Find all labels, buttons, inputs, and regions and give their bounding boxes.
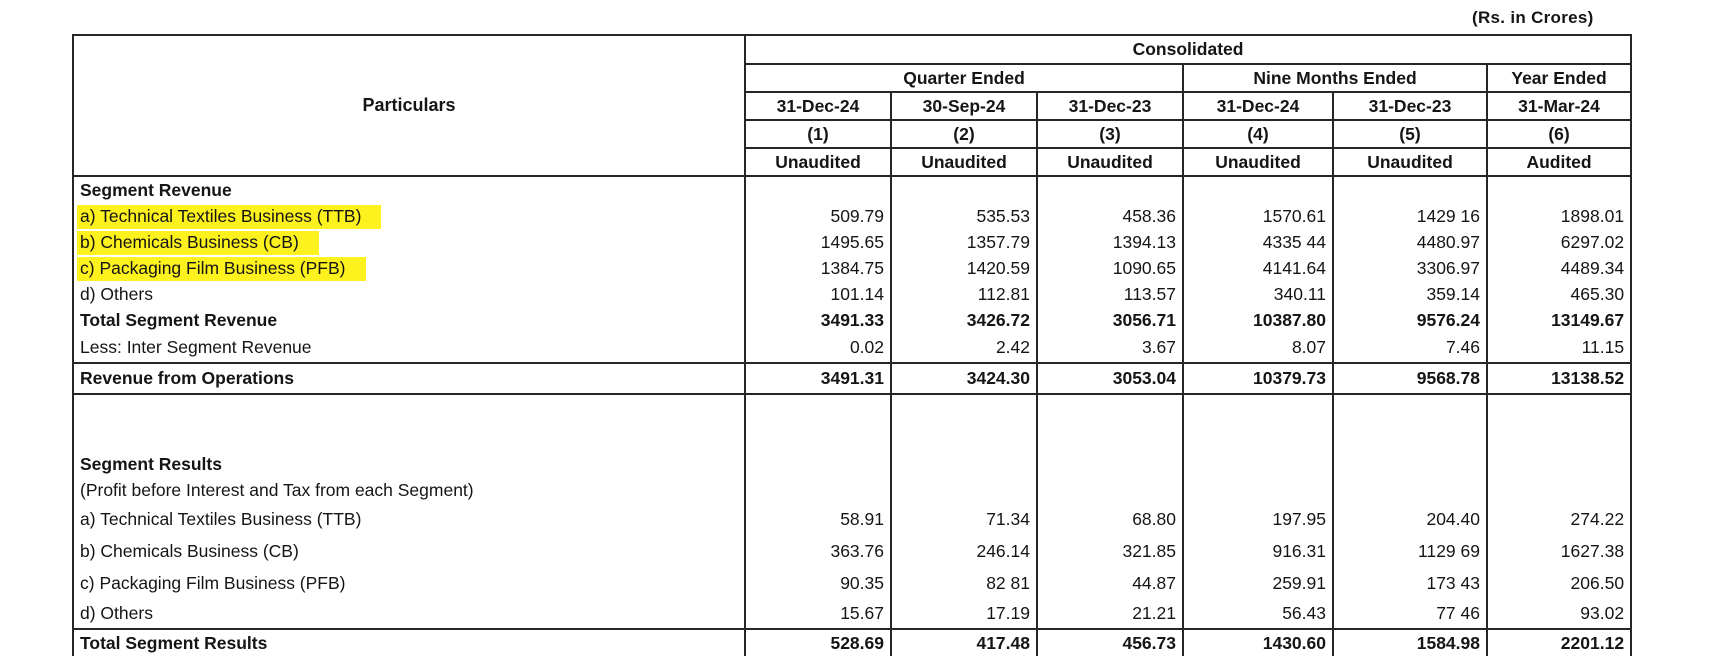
table-cell: 21.21	[1037, 599, 1183, 629]
table-cell: 4480.97	[1333, 229, 1487, 255]
table-cell: 3491.33	[745, 307, 891, 333]
date-header: 31-Dec-24	[745, 92, 891, 120]
group-header-nine-months: Nine Months Ended	[1183, 64, 1487, 92]
table-cell: 56.43	[1183, 599, 1333, 629]
table-cell: 417.48	[891, 629, 1037, 656]
table-cell: 535.53	[891, 203, 1037, 229]
table-cell: 6297.02	[1487, 229, 1631, 255]
table-cell: 1129 69	[1333, 535, 1487, 567]
table-cell: 3491.31	[745, 363, 891, 394]
table-cell: 7.46	[1333, 333, 1487, 363]
column-number: (1)	[745, 120, 891, 148]
table-cell: 1430.60	[1183, 629, 1333, 656]
date-header: 31-Mar-24	[1487, 92, 1631, 120]
table-cell: 1357.79	[891, 229, 1037, 255]
table-row	[73, 535, 1631, 567]
column-number: (5)	[1333, 120, 1487, 148]
particulars-header: Particulars	[73, 35, 745, 176]
table-cell: 246.14	[891, 535, 1037, 567]
table-cell: 10379.73	[1183, 363, 1333, 394]
column-number: (6)	[1487, 120, 1631, 148]
table-cell: 8.07	[1183, 333, 1333, 363]
row-label: a) Technical Textiles Business (TTB)	[73, 503, 745, 535]
row-label: b) Chemicals Business (CB)	[73, 535, 745, 567]
table-cell: 0.02	[745, 333, 891, 363]
section-title-results: Segment Results	[73, 451, 745, 477]
table-row	[73, 599, 1631, 629]
date-header: 31-Dec-24	[1183, 92, 1333, 120]
consolidated-header: Consolidated	[745, 35, 1631, 64]
table-row	[73, 477, 1631, 503]
row-label: Revenue from Operations	[73, 363, 745, 394]
table-cell: 3056.71	[1037, 307, 1183, 333]
column-number: (3)	[1037, 120, 1183, 148]
table-cell: 68.80	[1037, 503, 1183, 535]
table-cell: 528.69	[745, 629, 891, 656]
row-label: Total Segment Results	[73, 629, 745, 656]
table-cell: 1627.38	[1487, 535, 1631, 567]
table-cell: 1384.75	[745, 255, 891, 281]
table-cell: 2.42	[891, 333, 1037, 363]
row-label: b) Chemicals Business (CB)	[77, 231, 319, 255]
date-header: 30-Sep-24	[891, 92, 1037, 120]
table-cell: 465.30	[1487, 281, 1631, 307]
table-row	[73, 451, 1631, 477]
segment-table	[72, 34, 1632, 656]
table-cell: 458.36	[1037, 203, 1183, 229]
table-cell: 1570.61	[1183, 203, 1333, 229]
table-cell: 4141.64	[1183, 255, 1333, 281]
table-cell: 1429 16	[1333, 203, 1487, 229]
table-cell: 15.67	[745, 599, 891, 629]
table-cell: 90.35	[745, 567, 891, 599]
table-cell: 359.14	[1333, 281, 1487, 307]
audit-status: Unaudited	[1333, 148, 1487, 176]
row-label: c) Packaging Film Business (PFB)	[73, 567, 745, 599]
section-title-revenue: Segment Revenue	[73, 176, 745, 203]
table-cell: 4489.34	[1487, 255, 1631, 281]
table-cell: 1898.01	[1487, 203, 1631, 229]
table-cell: 1394.13	[1037, 229, 1183, 255]
row-label: Less: Inter Segment Revenue	[73, 333, 745, 363]
audit-status: Unaudited	[1183, 148, 1333, 176]
spacer-row	[73, 394, 1631, 451]
table-cell: 206.50	[1487, 567, 1631, 599]
table-cell: 9568.78	[1333, 363, 1487, 394]
table-cell: 13149.67	[1487, 307, 1631, 333]
audit-status: Unaudited	[745, 148, 891, 176]
row-label: a) Technical Textiles Business (TTB)	[77, 205, 381, 229]
table-cell: 58.91	[745, 503, 891, 535]
table-row	[73, 567, 1631, 599]
table-cell: 509.79	[745, 203, 891, 229]
table-cell: 916.31	[1183, 535, 1333, 567]
group-header-year: Year Ended	[1487, 64, 1631, 92]
row-label: c) Packaging Film Business (PFB)	[77, 257, 366, 281]
table-cell: 3053.04	[1037, 363, 1183, 394]
table-cell: 1090.65	[1037, 255, 1183, 281]
table-cell: 3306.97	[1333, 255, 1487, 281]
column-number: (2)	[891, 120, 1037, 148]
audit-status: Unaudited	[1037, 148, 1183, 176]
table-cell: 259.91	[1183, 567, 1333, 599]
table-cell: 4335 44	[1183, 229, 1333, 255]
table-row-total	[73, 307, 1631, 333]
audit-status: Audited	[1487, 148, 1631, 176]
table-cell: 10387.80	[1183, 307, 1333, 333]
table-row	[73, 281, 1631, 307]
table-cell: 340.11	[1183, 281, 1333, 307]
table-cell: 456.73	[1037, 629, 1183, 656]
table-cell: 3426.72	[891, 307, 1037, 333]
table-row	[73, 503, 1631, 535]
table-row	[73, 229, 1631, 255]
table-cell: 173 43	[1333, 567, 1487, 599]
table-cell: 112.81	[891, 281, 1037, 307]
row-label: d) Others	[73, 599, 745, 629]
date-header: 31-Dec-23	[1333, 92, 1487, 120]
column-number: (4)	[1183, 120, 1333, 148]
table-cell: 204.40	[1333, 503, 1487, 535]
table-cell: 9576.24	[1333, 307, 1487, 333]
table-cell: 1420.59	[891, 255, 1037, 281]
table-row	[73, 255, 1631, 281]
table-cell: 71.34	[891, 503, 1037, 535]
table-cell: 82 81	[891, 567, 1037, 599]
row-label: Total Segment Revenue	[73, 307, 745, 333]
table-cell: 321.85	[1037, 535, 1183, 567]
table-cell: 44.87	[1037, 567, 1183, 599]
section-subtitle-results: (Profit before Interest and Tax from each Segment)	[73, 477, 745, 503]
table-cell: 274.22	[1487, 503, 1631, 535]
table-row	[73, 176, 1631, 203]
table-cell: 13138.52	[1487, 363, 1631, 394]
table-cell: 113.57	[1037, 281, 1183, 307]
units-note: (Rs. in Crores)	[1472, 8, 1594, 27]
group-header-quarter: Quarter Ended	[745, 64, 1183, 92]
table-row	[73, 203, 1631, 229]
table-cell: 2201.12	[1487, 629, 1631, 656]
audit-status: Unaudited	[891, 148, 1037, 176]
table-cell: 93.02	[1487, 599, 1631, 629]
table-cell: 197.95	[1183, 503, 1333, 535]
table-cell: 101.14	[745, 281, 891, 307]
table-cell: 3424.30	[891, 363, 1037, 394]
table-row-operations	[73, 363, 1631, 394]
table-row	[73, 333, 1631, 363]
date-header: 31-Dec-23	[1037, 92, 1183, 120]
table-cell: 77 46	[1333, 599, 1487, 629]
table-cell: 17.19	[891, 599, 1037, 629]
table-cell: 11.15	[1487, 333, 1631, 363]
table-cell: 3.67	[1037, 333, 1183, 363]
table-cell: 363.76	[745, 535, 891, 567]
table-cell: 1495.65	[745, 229, 891, 255]
table-cell: 1584.98	[1333, 629, 1487, 656]
row-label: d) Others	[73, 281, 745, 307]
